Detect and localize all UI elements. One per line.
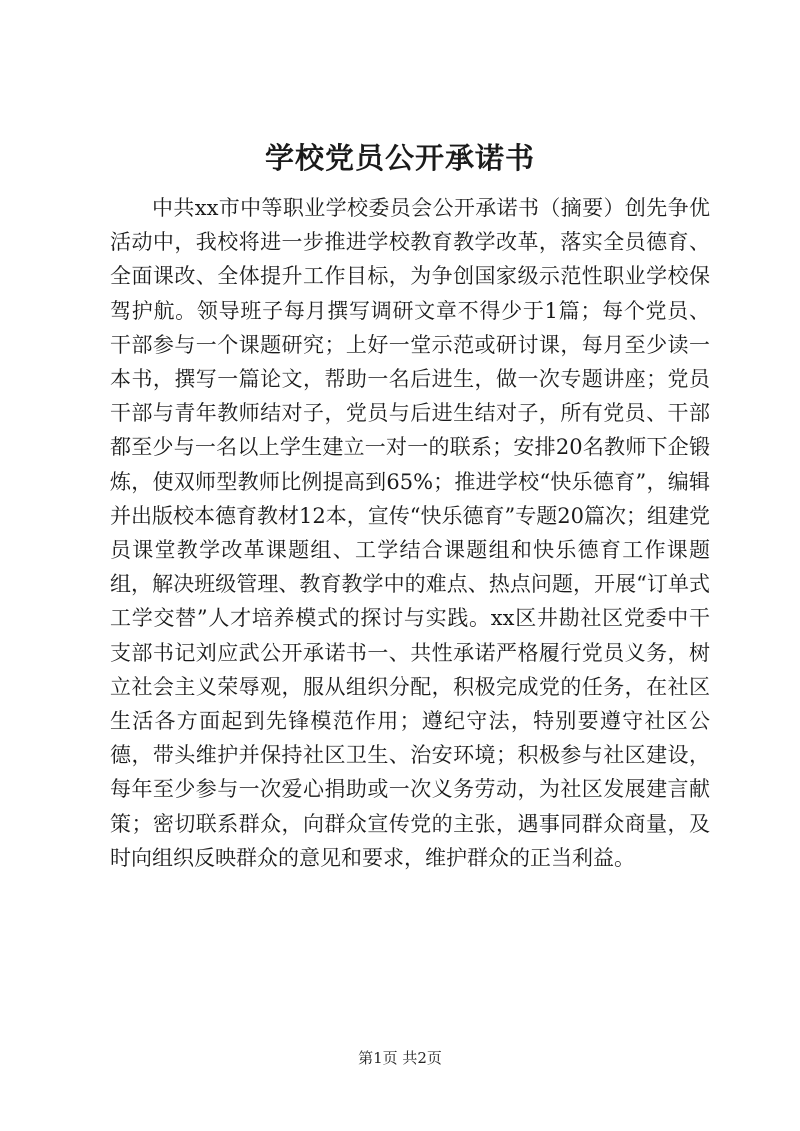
page-footer: 第1页 共2页 <box>358 1049 442 1067</box>
document-title: 学校党员公开承诺书 <box>264 141 535 175</box>
document-body: 中共xx市中等职业学校委员会公开承诺书（摘要）创先争优活动中，我校将进一步推进学校教育教学改革，落实全员德育、全面课改、全体提升工作目标，为争创国家级示范性职业学校保驾护航。领导班子每月撰写调研文章不得少于1篇；每个党员、干部参与一个课题研究；上好一堂示范或研讨课，每月至少读一本书，撰写一篇论文，帮助一名后进生，做一次专题讲座；党员干部与青年教师结对子，党员与后进生结对子，所有党员、干部都至少与一名以上学生建立一对一的联系；安排20名教师下企锻炼，使双师型教师比例提高到65%；推进学校“快乐德育”，编辑并出版校本德育教材12本，宣传“快乐德育”专题20篇次；组建党员课堂教学改革课题组、工学结合课题组和快乐德育工作课题组，解决班级管理、教育教学中的难点、热点问题，开展“订单式工学交替”人才培养模式的探讨与实践。xx区井勘社区党委中干支部书记刘应武公开承诺书一、共性承诺严格履行党员义务，树立社会主义荣辱观，服从组织分配，积极完成党的任务，在社区生活各方面起到先锋模范作用；遵纪守法，特别要遵守社区公德，带头维护并保持社区卫生、治安环境；积极参与社区建设，每年至少参与一次爱心捐助或一次义务劳动，为社区发展建言献策；密切联系群众，向群众宣传党的主张，遇事同群众商量，及时向组织反映群众的意见和要求，维护群众的正当利益。 <box>110 196 710 870</box>
